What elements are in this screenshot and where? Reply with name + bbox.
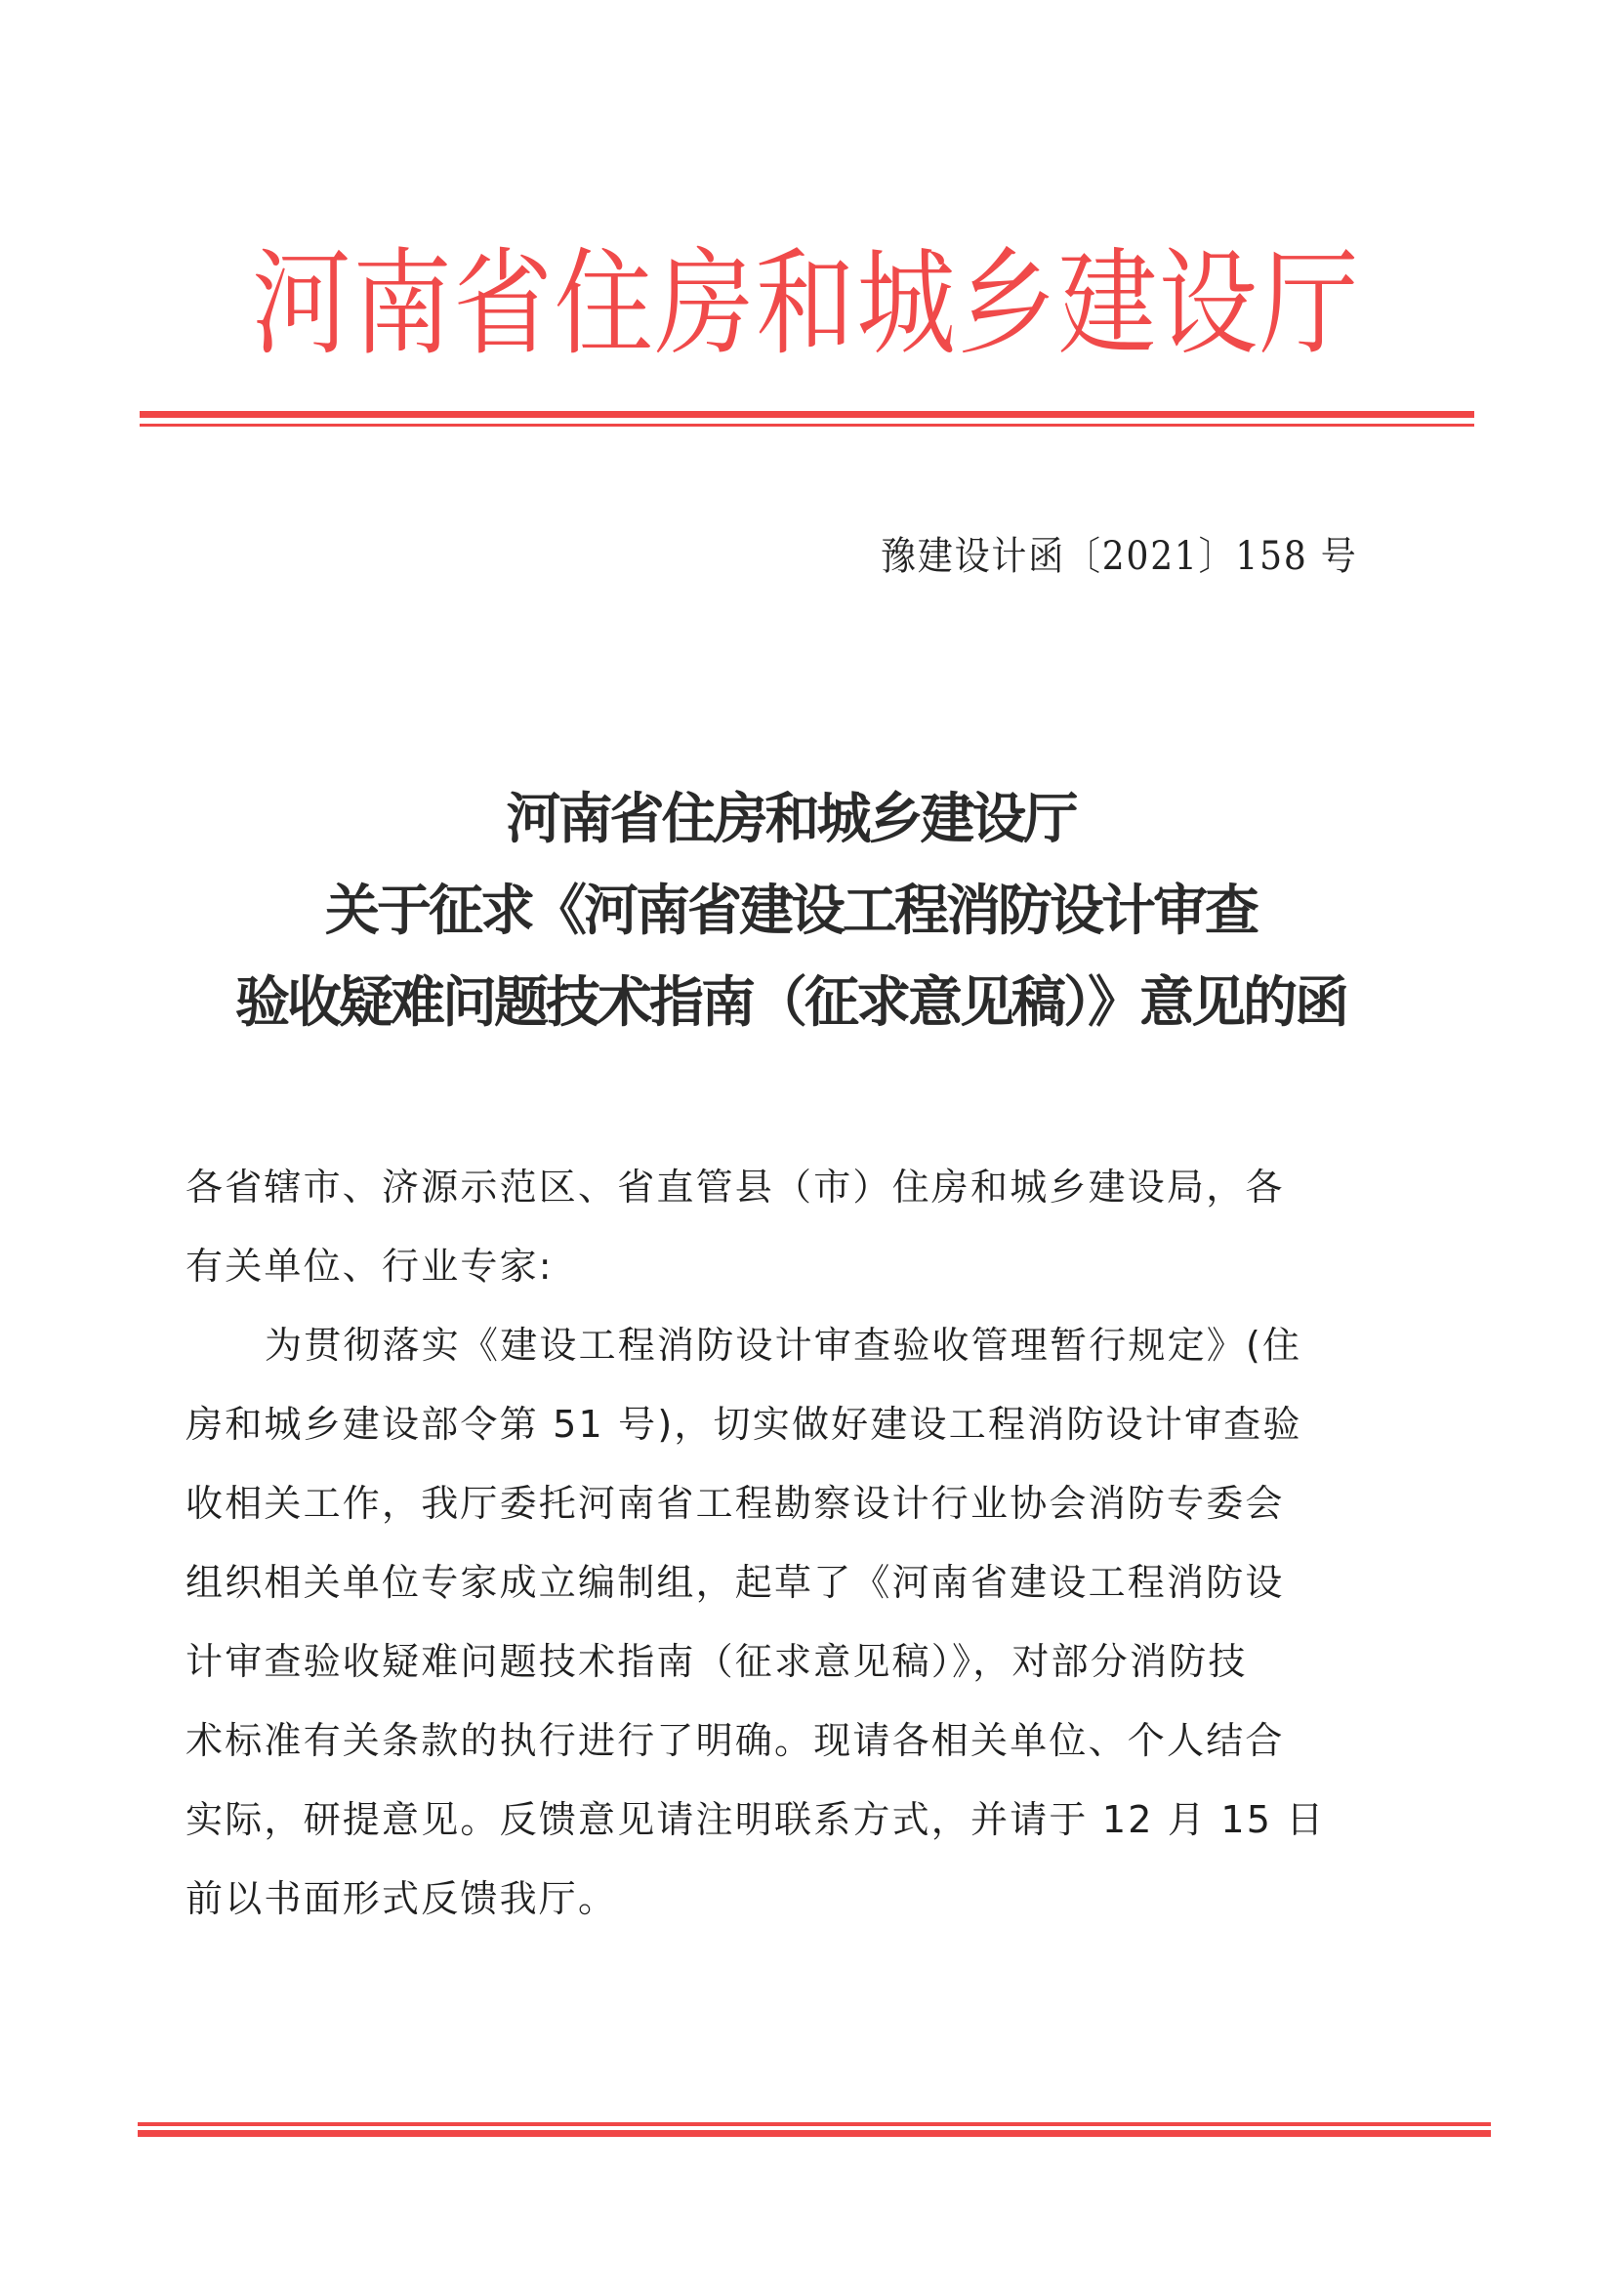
header-rule-thick xyxy=(140,411,1474,418)
salutation-line-1: 各省辖市、济源示范区、省直管县（市）住房和城乡建设局，各 xyxy=(186,1166,1285,1209)
salutation-line-2: 有关单位、行业专家: xyxy=(186,1245,554,1288)
document-number: 豫建设计函〔2021〕158 号 xyxy=(881,534,1358,579)
body-line-7: 实际，研提意见。反馈意见请注明联系方式，并请于 12 月 15 日 xyxy=(186,1798,1326,1841)
body-line-2: 房和城乡建设部令第 51 号)，切实做好建设工程消防设计审查验 xyxy=(186,1403,1302,1446)
footer-rule-thick xyxy=(138,2130,1491,2137)
body-line-4: 组织相关单位专家成立编制组，起草了《河南省建设工程消防设 xyxy=(186,1561,1285,1604)
body-paragraph xyxy=(186,1306,1377,1939)
letterhead-organization: 河南省住房和城乡建设厅 xyxy=(252,236,1361,371)
body-line-1: 为贯彻落实《建设工程消防设计审查验收管理暂行规定》(住 xyxy=(265,1324,1302,1367)
body-line-3: 收相关工作，我厅委托河南省工程勘察设计行业协会消防专委会 xyxy=(186,1482,1285,1525)
body-line-6: 术标准有关条款的执行进行了明确。现请各相关单位、个人结合 xyxy=(186,1719,1285,1762)
title-line-1: 河南省住房和城乡建设厅 xyxy=(506,787,1076,851)
body-line-8: 前以书面形式反馈我厅。 xyxy=(186,1877,618,1920)
salutation xyxy=(186,1148,1377,1306)
title-line-3: 验收疑难问题技术指南（征求意见稿）》意见的函 xyxy=(235,970,1346,1035)
footer-rule-thin xyxy=(138,2122,1491,2126)
letter-body xyxy=(186,1148,1377,1939)
body-line-5: 计审查验收疑难问题技术指南（征求意见稿）》，对部分消防技 xyxy=(186,1640,1248,1683)
title-line-2: 关于征求《河南省建设工程消防设计审查 xyxy=(325,879,1257,943)
header-rule-thin xyxy=(140,424,1474,427)
document-title xyxy=(156,773,1425,1048)
